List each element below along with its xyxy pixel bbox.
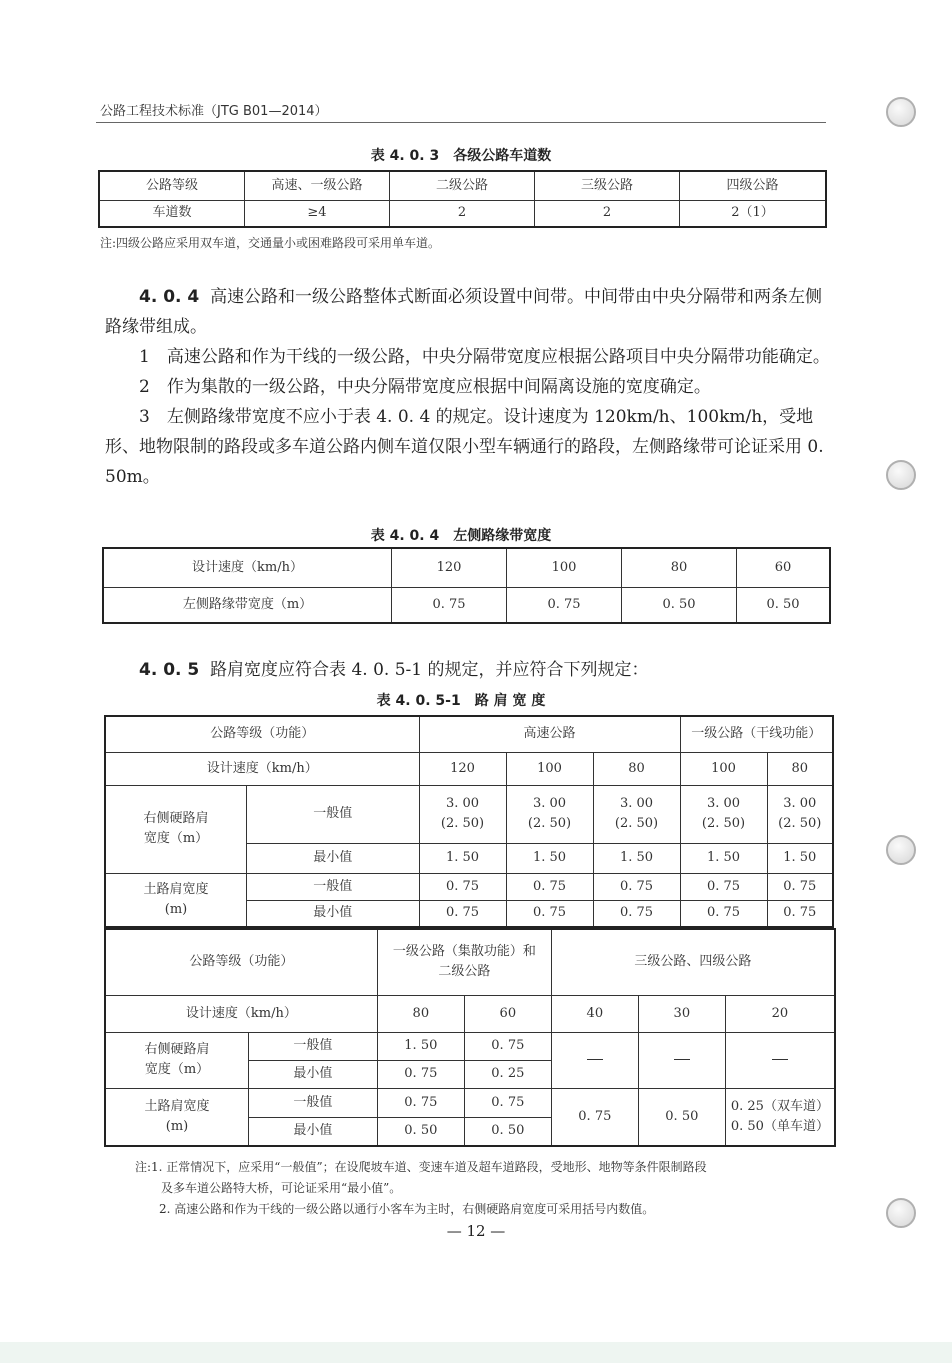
table-cell: 一般值 bbox=[249, 1032, 378, 1060]
section-404 bbox=[105, 282, 830, 492]
cell-value: 二级公路 bbox=[438, 964, 491, 980]
table-cell: 公路等级 bbox=[99, 171, 245, 200]
page-number: — 12 — bbox=[446, 1222, 506, 1240]
table-cell: 公路等级（功能） bbox=[105, 929, 377, 995]
cell-value: 3. 00 bbox=[532, 796, 567, 811]
table-cell: 0. 75 bbox=[392, 587, 507, 623]
table-cell: 0. 75 bbox=[767, 873, 833, 900]
table-cell: 100 bbox=[680, 752, 767, 785]
table-cell: 高速、一级公路 bbox=[245, 171, 390, 200]
table-cell: 0. 75 bbox=[377, 1088, 464, 1117]
note-line: 注:1. 正常情况下，应采用“一般值”；在设爬坡车道、变速车道及超车道路段，受地形、地物等条件限制路段 bbox=[135, 1160, 707, 1174]
table-cell: 0. 75 bbox=[506, 873, 593, 900]
binder-hole-icon bbox=[886, 460, 916, 490]
table-cell: 四级公路 bbox=[680, 171, 827, 200]
table-cell: 120 bbox=[419, 752, 506, 785]
table-cell: 2 bbox=[390, 200, 535, 227]
table-cell: 60 bbox=[737, 548, 831, 587]
row-label: (m) bbox=[165, 1118, 189, 1134]
table-cell: 三级公路 bbox=[535, 171, 680, 200]
table-cell: 0. 50 bbox=[737, 587, 831, 623]
cell-value: 3. 00 bbox=[706, 796, 741, 811]
table-cell bbox=[767, 785, 833, 843]
table-cell: 1. 50 bbox=[680, 843, 767, 873]
table-cell: 60 bbox=[464, 995, 551, 1032]
table-cell bbox=[419, 785, 506, 843]
table-cell bbox=[638, 1032, 725, 1088]
table-cell: 0. 75 bbox=[464, 1088, 551, 1117]
table-cell: 30 bbox=[638, 995, 725, 1032]
table-cell: 0. 75 bbox=[551, 1088, 638, 1146]
running-header: 公路工程技术标准（JTG B01—2014） bbox=[100, 104, 328, 119]
table-cell: 0. 50 bbox=[622, 587, 737, 623]
header-rule bbox=[96, 122, 826, 123]
table-cell: 80 bbox=[593, 752, 680, 785]
cell-value: (2. 50) bbox=[778, 816, 822, 831]
row-label: 宽度（m） bbox=[144, 1062, 210, 1077]
table-cell: 最小值 bbox=[247, 843, 420, 873]
cell-value: 一级公路（集散功能）和 bbox=[392, 944, 536, 960]
table-cell: 1. 50 bbox=[767, 843, 833, 873]
table-cell: 最小值 bbox=[247, 900, 420, 927]
table-cell: 1. 50 bbox=[506, 843, 593, 873]
table-cell bbox=[551, 1032, 638, 1088]
table-cell: 0. 75 bbox=[680, 900, 767, 927]
table-cell: 80 bbox=[767, 752, 833, 785]
table-cell: 0. 50 bbox=[377, 1117, 464, 1146]
table-cell: 1. 50 bbox=[419, 843, 506, 873]
cell-value: 3. 00 bbox=[445, 796, 480, 811]
table-cell bbox=[105, 873, 247, 927]
table-404-caption: 表 4. 0. 4 左侧路缘带宽度 bbox=[370, 528, 552, 544]
table-403 bbox=[98, 170, 827, 228]
table-cell bbox=[593, 785, 680, 843]
cell-value: 0. 50（单车道） bbox=[730, 1118, 829, 1134]
table-cell: ≥4 bbox=[245, 200, 390, 227]
section-number: 4. 0. 4 bbox=[139, 287, 200, 307]
section-text: 路肩宽度应符合表 4. 0. 5-1 的规定，并应符合下列规定： bbox=[210, 660, 649, 680]
table-cell: 2 bbox=[535, 200, 680, 227]
table-cell bbox=[105, 785, 247, 873]
table-cell: 设计速度（km/h） bbox=[103, 548, 392, 587]
table-cell: 高速公路 bbox=[419, 716, 680, 752]
table-cell: 1. 50 bbox=[593, 843, 680, 873]
table-cell bbox=[105, 1088, 249, 1146]
list-item: 3 左侧路缘带宽度不应小于表 4. 0. 4 的规定。设计速度为 120km/h、100km/h，受地形、地物限制的路段或多车道公路内侧车道仅限小型车辆通行的路段，左侧路缘带可论证采用 0. 50m。 bbox=[105, 407, 824, 487]
cell-value: (2. 50) bbox=[527, 816, 572, 831]
table-cell: 一般值 bbox=[247, 873, 420, 900]
table-cell bbox=[105, 1032, 249, 1088]
table-cell: 最小值 bbox=[249, 1117, 378, 1146]
table-4051-notes bbox=[135, 1157, 835, 1220]
table-4051-part1 bbox=[104, 715, 834, 928]
table-cell: 100 bbox=[506, 752, 593, 785]
table-cell: 一般值 bbox=[247, 785, 420, 843]
note-line: 及多车道公路特大桥，可论证采用“最小值”。 bbox=[161, 1181, 402, 1195]
table-cell: 2（1） bbox=[680, 200, 827, 227]
table-cell: 0. 75 bbox=[593, 873, 680, 900]
table-cell: 一般值 bbox=[249, 1088, 378, 1117]
table-cell: 120 bbox=[392, 548, 507, 587]
table-cell: 0. 50 bbox=[638, 1088, 725, 1146]
table-4051-part2 bbox=[104, 928, 836, 1147]
row-label: (m) bbox=[164, 901, 188, 917]
table-cell: 最小值 bbox=[249, 1060, 378, 1088]
row-label: 右侧硬路肩 bbox=[143, 811, 209, 826]
table-4051-caption: 表 4. 0. 5-1 路 肩 宽 度 bbox=[376, 693, 546, 709]
table-cell bbox=[377, 929, 551, 995]
row-label: 土路肩宽度 bbox=[143, 881, 209, 897]
table-cell: 20 bbox=[725, 995, 835, 1032]
cell-value: 3. 00 bbox=[783, 796, 817, 811]
table-cell: 0. 75 bbox=[377, 1060, 464, 1088]
table-cell: 一级公路（干线功能） bbox=[680, 716, 833, 752]
cell-value: 0. 25（双车道） bbox=[730, 1098, 829, 1114]
note-line: 2. 高速公路和作为干线的一级公路以通行小客车为主时，右侧硬路肩宽度可采用括号内数值。 bbox=[159, 1202, 655, 1216]
table-cell: 设计速度（km/h） bbox=[105, 995, 377, 1032]
table-cell: 左侧路缘带宽度（m） bbox=[103, 587, 392, 623]
section-405 bbox=[105, 655, 830, 685]
table-cell: 1. 50 bbox=[377, 1032, 464, 1060]
table-cell: 80 bbox=[377, 995, 464, 1032]
table-cell: 0. 25 bbox=[464, 1060, 551, 1088]
table-cell: 设计速度（km/h） bbox=[105, 752, 419, 785]
table-cell bbox=[506, 785, 593, 843]
table-cell bbox=[725, 1032, 835, 1088]
list-item: 2 作为集散的一级公路，中央分隔带宽度应根据中间隔离设施的宽度确定。 bbox=[139, 377, 711, 397]
table-cell: 0. 75 bbox=[767, 900, 833, 927]
table-cell: 车道数 bbox=[99, 200, 245, 227]
dash-mark bbox=[587, 1059, 603, 1060]
table-cell bbox=[680, 785, 767, 843]
table-cell bbox=[725, 1088, 835, 1146]
binder-hole-icon bbox=[886, 835, 916, 865]
section-text: 高速公路和一级公路整体式断面必须设置中间带。中间带由中央分隔带和两条左侧路缘带组成。 bbox=[105, 287, 823, 337]
table-cell: 80 bbox=[622, 548, 737, 587]
dash-mark bbox=[674, 1059, 690, 1060]
scan-edge-band bbox=[0, 1342, 952, 1363]
table-cell: 0. 75 bbox=[680, 873, 767, 900]
table-403-caption: 表 4. 0. 3 各级公路车道数 bbox=[370, 148, 552, 164]
binder-hole-icon bbox=[886, 97, 916, 127]
dash-mark bbox=[772, 1059, 788, 1060]
table-cell: 0. 50 bbox=[464, 1117, 551, 1146]
table-cell: 二级公路 bbox=[390, 171, 535, 200]
table-cell: 公路等级（功能） bbox=[105, 716, 419, 752]
row-label: 土路肩宽度 bbox=[144, 1098, 210, 1114]
table-cell: 0. 75 bbox=[507, 587, 622, 623]
cell-value: (2. 50) bbox=[614, 816, 659, 831]
table-cell: 三级公路、四级公路 bbox=[551, 929, 835, 995]
cell-value: 3. 00 bbox=[619, 796, 654, 811]
table-cell: 100 bbox=[507, 548, 622, 587]
table-cell: 0. 75 bbox=[419, 900, 506, 927]
row-label: 右侧硬路肩 bbox=[144, 1042, 210, 1057]
row-label: 宽度（m） bbox=[143, 831, 209, 846]
table-404 bbox=[102, 547, 831, 624]
table-cell: 40 bbox=[551, 995, 638, 1032]
table-cell: 0. 75 bbox=[506, 900, 593, 927]
cell-value: (2. 50) bbox=[701, 816, 746, 831]
table-cell: 0. 75 bbox=[464, 1032, 551, 1060]
table-403-note: 注:四级公路应采用双车道，交通量小或困难路段可采用单车道。 bbox=[100, 236, 441, 250]
cell-value: (2. 50) bbox=[440, 816, 485, 831]
table-cell: 0. 75 bbox=[593, 900, 680, 927]
table-cell: 0. 75 bbox=[419, 873, 506, 900]
section-number: 4. 0. 5 bbox=[139, 660, 200, 680]
list-item: 1 高速公路和作为干线的一级公路，中央分隔带宽度应根据公路项目中央分隔带功能确定。 bbox=[139, 347, 830, 367]
